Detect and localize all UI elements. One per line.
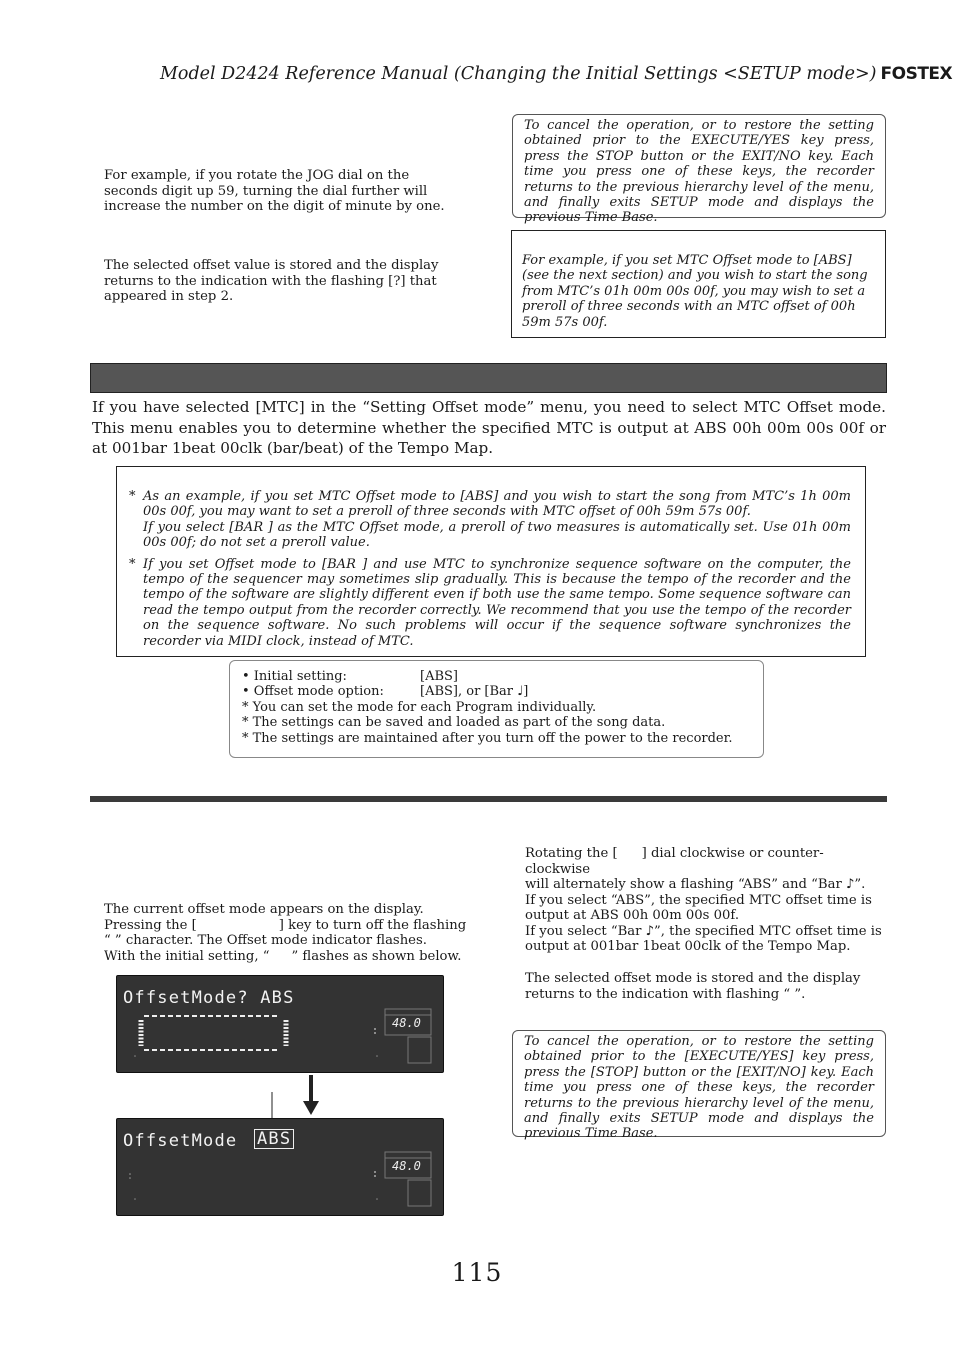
note-item: [129, 557, 851, 649]
step-right-line4a: If you select “Bar ♪”, the specified MTC offset time is: [525, 923, 882, 939]
steps-left: [104, 902, 474, 964]
cancel-note-top: To cancel the operation, or to restore the setting obtained prior to the EXECUTE/YES key press, press the STOP button or the EXIT/NO key. Each time you press one of these keys, the recorder returns to the previous hierarchy level of the menu, and finally exits SETUP mode and displays the previous Time Base.: [512, 114, 886, 218]
header-title: Model D2424 Reference Manual (Changing the Initial Settings <SETUP mode>): [160, 64, 877, 84]
down-arrow-icon: [300, 1075, 322, 1117]
spec-line: * You can set the mode for each Program individually.: [242, 699, 597, 715]
lcd-display-2: [116, 1118, 444, 1216]
step-left-line4: [104, 949, 474, 965]
step-left-line2b: ] key to turn off the flashing: [278, 917, 467, 933]
step-right-line2: will alternately show a flashing “ABS” and “Bar ♪”.: [525, 877, 866, 892]
spec-initial: [242, 669, 751, 684]
example-note-box: [511, 230, 886, 338]
top-left-para1: For example, if you rotate the JOG dial on the seconds digit up 59, turning the dial further will increase the number on the digit of minute by one.: [104, 168, 445, 214]
step-right-line1: [525, 846, 887, 877]
spec-initial-label: • Initial setting:: [242, 669, 347, 684]
step-left-line2a: Pressing the [: [104, 917, 197, 933]
step-left-line3: “ ” character. The Offset mode indicator flashes.: [104, 933, 427, 948]
section-heading-bar: [90, 363, 887, 393]
step-right-line3: If you select “ABS”, the specified MTC offset time is output at ABS 00h 00m 00s 00f.: [525, 892, 872, 923]
page-number: 115: [451, 1258, 503, 1287]
spec-line: * The settings can be saved and loaded as part of the song data.: [242, 715, 666, 731]
step-right-result: The selected offset mode is stored and the display returns to the indication with flashing “ ”.: [525, 971, 861, 1002]
notes-box: [116, 466, 866, 657]
step-left-line1: The current offset mode appears on the display.: [104, 902, 424, 917]
steps-right: [525, 846, 887, 955]
section-lead: If you have selected [MTC] in the “Setting Offset mode” menu, you need to select MTC Offset mode. This menu enables you to determine whether the specified MTC is output at ABS 00h 00m 00s 00f or at 001bar 1beat 00clk (bar/beat) of the Tempo Map.: [92, 398, 886, 458]
lcd2-value: 48.0: [392, 1159, 421, 1173]
spec-box: [229, 660, 764, 758]
lcd1-text: OffsetMode? ABS: [123, 988, 295, 1008]
brand-logo: FOSTEX: [880, 64, 953, 84]
lcd2-selected: ABS: [254, 1129, 294, 1149]
spec-initial-value: [ABS]: [420, 669, 458, 684]
cancel-note-bottom: To cancel the operation, or to restore the setting obtained prior to the [EXECUTE/YES] key press, press the [STOP] button or the [EXIT/NO] key. Each time you press one of these keys, the recorder returns to the previous hierarchy level of the menu, and finally exits SETUP mode and displays the previous Time Base.: [512, 1030, 886, 1137]
note-text: If you set Offset mode to [BAR ] and use MTC to synchronize sequence software on the computer, the tempo of the sequencer may sometimes slip gradually. This is because the tempo of the recorder and the tempo of the software are slightly different even if both use the same tempo. Some sequence software can read the tempo output from the recorder correctly. We recommend that you use the tempo of the recorder on the sequence software. No such problems will occur if the sequence software synchronizes the recorder via MIDI clock, instead of MTC.: [143, 556, 851, 649]
note-item: [129, 489, 851, 551]
note-star: *: [129, 489, 136, 504]
top-left-para2: The selected offset value is stored and the display returns to the indication with the flashing [?] that appeared in step 2.: [104, 258, 439, 304]
lcd1-value: 48.0: [392, 1016, 421, 1030]
section-divider: [90, 796, 887, 802]
spec-line: * The settings are maintained after you turn off the power to the recorder.: [242, 730, 733, 746]
lcd2-label: OffsetMode: [123, 1131, 238, 1151]
spec-option-label: • Offset mode option:: [242, 684, 384, 700]
example-note-text: For example, if you set MTC Offset mode to [ABS] (see the next section) and you wish to start the song from MTC’s 01h 00m 00s 00f, you may wish to set a preroll of three seconds with an MTC offset of 00h 59m 57s 00f.: [522, 253, 868, 330]
spec-option: [242, 684, 751, 699]
note-text-2: If you select [BAR ] as the MTC Offset mode, a preroll of two measures is automatically set. Use 01h 00m 00s 00f; do not set a preroll value.: [143, 519, 851, 551]
step-right-line1b: ] dial clockwise or counter-clockwise: [525, 846, 824, 877]
step-right-line1a: Rotating the [: [525, 846, 618, 861]
note-text: As an example, if you set MTC Offset mode to [ABS] and you wish to start the song from MTC’s 1h 00m 00s 00f, you may want to set a preroll of three seconds with MTC offset of 00h 59m 57s 00f.: [143, 489, 851, 520]
lcd-display-1: [116, 975, 444, 1073]
step-left-line4a: With the initial setting, “: [104, 948, 270, 964]
spec-option-value: [ABS], or [Bar ♩]: [420, 684, 529, 700]
step-right-line4b: output at 001bar 1beat 00clk of the Tempo Map.: [525, 939, 851, 954]
page-header: [160, 64, 953, 84]
step-left-line2: [104, 918, 474, 934]
note-star: *: [129, 556, 136, 572]
step-left-line4b: ” flashes as shown below.: [291, 948, 462, 964]
